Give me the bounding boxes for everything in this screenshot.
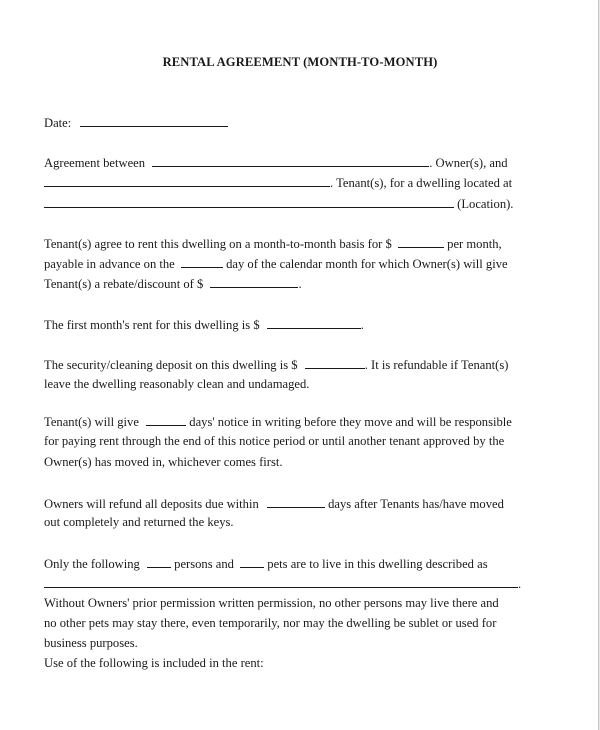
rent-line-2 (44, 256, 508, 272)
permission-line-2: no other pets may stay there, even temporarily, nor may the dwelling be sublet or used for (44, 616, 497, 630)
document-title: RENTAL AGREEMENT (MONTH-TO-MONTH) (162, 55, 438, 69)
date-line (44, 115, 228, 131)
rent-line-1 (44, 236, 502, 252)
calendar-text: day of the calendar month for which Owner(s) will give (226, 257, 508, 271)
rebate-blank[interactable] (210, 276, 298, 288)
refund-days-text: days after Tenants has/have moved (328, 497, 504, 511)
location-label: (Location). (457, 197, 514, 211)
rent-amount-blank[interactable] (398, 236, 444, 248)
notice-days-blank[interactable] (146, 414, 186, 426)
persons-text: persons and (174, 557, 234, 571)
payable-text: payable in advance on the (44, 257, 175, 271)
owner-name-blank[interactable] (152, 155, 429, 167)
first-month-line (44, 317, 364, 333)
notice-line-3: Owner(s) has moved in, whichever comes first. (44, 455, 283, 469)
rent-day-blank[interactable] (181, 256, 223, 268)
notice-text: Tenant(s) will give (44, 415, 139, 429)
permission-line-3: business purposes. (44, 636, 138, 650)
permission-line-1: Without Owners' prior permission written permission, no other persons may live there and (44, 596, 499, 610)
notice-days-text: days' notice in writing before they move and will be responsible (189, 415, 512, 429)
occupants-line-1 (44, 556, 488, 572)
notice-line-2: for paying rent through the end of this notice period or until another tenant approved by the (44, 434, 505, 448)
refund-line-2: out completely and returned the keys. (44, 515, 234, 529)
rent-line-3 (44, 276, 302, 292)
occupants-line-2 (44, 576, 521, 592)
date-label: Date: (44, 116, 72, 130)
refund-line-1 (44, 496, 504, 512)
deposit-line-1 (44, 357, 508, 373)
refundable-text: . It is refundable if Tenant(s) (364, 358, 509, 372)
included-line: Use of the following is included in the rent: (44, 656, 264, 670)
rebate-period: . (298, 277, 302, 291)
agreement-line-1 (44, 155, 508, 171)
deposit-blank[interactable] (305, 357, 365, 369)
location-blank[interactable] (44, 196, 454, 208)
agreement-line-3 (44, 196, 513, 212)
rebate-text: Tenant(s) a rebate/discount of $ (44, 277, 204, 291)
persons-count-blank[interactable] (147, 556, 171, 568)
deposit-line-2: leave the dwelling reasonably clean and undamaged. (44, 377, 310, 391)
pets-count-blank[interactable] (240, 556, 264, 568)
first-month-period: . (360, 318, 364, 332)
owner-label: . Owner(s), and (429, 156, 508, 170)
deposit-text: The security/cleaning deposit on this dwelling is $ (44, 358, 298, 372)
description-period: . (518, 577, 522, 591)
dwelling-description-blank[interactable] (44, 576, 518, 588)
refund-days-blank[interactable] (267, 496, 325, 508)
agreement-text: Agreement between (44, 156, 146, 170)
tenant-label: . Tenant(s), for a dwelling located at (330, 176, 513, 190)
tenant-name-blank[interactable] (44, 175, 330, 187)
first-month-text: The first month's rent for this dwelling is $ (44, 318, 260, 332)
notice-line-1 (44, 414, 512, 430)
rent-per-month: per month, (447, 237, 502, 251)
pets-text: pets are to live in this dwelling described as (267, 557, 488, 571)
first-month-blank[interactable] (267, 317, 361, 329)
agreement-line-2 (44, 175, 512, 191)
refund-text: Owners will refund all deposits due within (44, 497, 259, 511)
occupants-text: Only the following (44, 557, 140, 571)
date-blank[interactable] (80, 115, 228, 127)
rent-text: Tenant(s) agree to rent this dwelling on a month-to-month basis for $ (44, 237, 392, 251)
